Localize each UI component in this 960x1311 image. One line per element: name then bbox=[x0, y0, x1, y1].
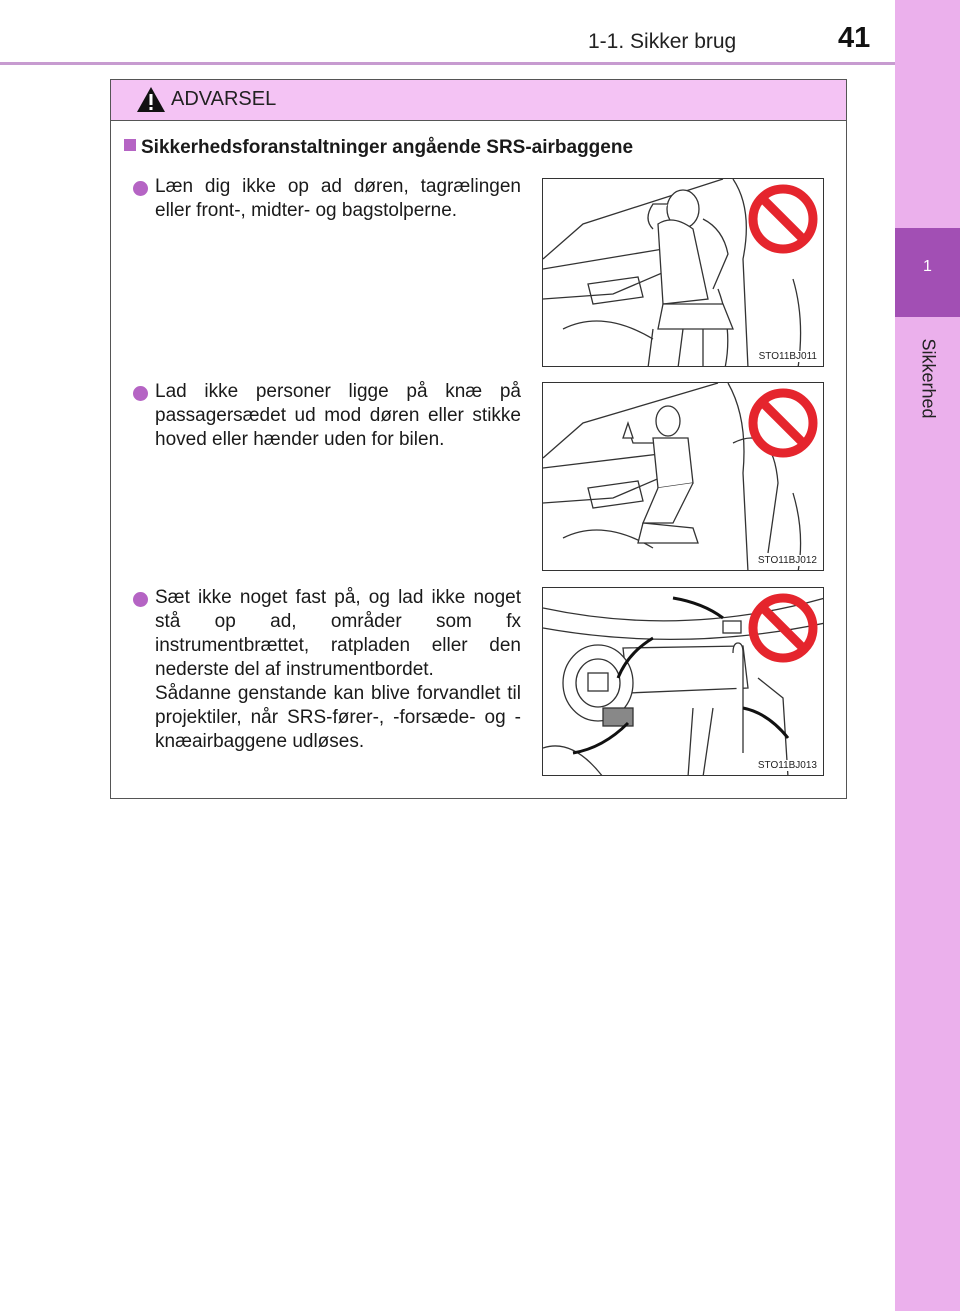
figure-code: STO11BJ012 bbox=[757, 555, 817, 566]
warning-item-3-text bbox=[155, 586, 521, 754]
figure-code: STO11BJ013 bbox=[757, 760, 817, 771]
section-title-text: Sikkerhedsforanstaltninger angående SRS-airbaggene bbox=[141, 137, 634, 158]
bullet-icon bbox=[133, 386, 148, 401]
bullet-icon bbox=[133, 181, 148, 196]
warning-item-1-text: Læn dig ikke op ad døren, tagrælingen eller front-, midter- og bagstolperne. bbox=[155, 176, 521, 221]
warning-header bbox=[111, 80, 846, 121]
side-tab-number: 1 bbox=[923, 258, 932, 275]
figure-3 bbox=[542, 587, 824, 776]
page-number: 41 bbox=[838, 22, 871, 54]
warning-item-3-text-1: Sæt ikke noget fast på, og lad ikke noget stå op ad, områder som fx instrumentbrættet, ratpladen eller den nederste del af instrumentbordet. bbox=[155, 587, 521, 680]
prohibition-icon bbox=[747, 592, 819, 664]
header-rule bbox=[0, 62, 895, 65]
section-title bbox=[124, 137, 633, 159]
figure-2 bbox=[542, 382, 824, 571]
warning-triangle-icon bbox=[136, 86, 166, 118]
bullet-icon bbox=[133, 592, 148, 607]
figure-code: STO11BJ011 bbox=[758, 351, 817, 362]
warning-item-2-text: Lad ikke personer ligge på knæ på passagersædet ud mod døren eller stikke hoved eller hænder uden for bilen. bbox=[155, 381, 521, 450]
warning-item-3-text-2: Sådanne genstande kan blive forvandlet til projektiler, når SRS-fører-, -forsæde- og -knæairbaggene udløses. bbox=[155, 683, 521, 752]
warning-label: ADVARSEL bbox=[171, 88, 277, 110]
side-tab bbox=[895, 0, 960, 1311]
prohibition-icon bbox=[747, 183, 819, 255]
prohibition-icon bbox=[747, 387, 819, 459]
header-section-title: 1-1. Sikker brug bbox=[588, 30, 737, 53]
figure-1 bbox=[542, 178, 824, 367]
square-bullet-icon bbox=[124, 139, 136, 151]
side-tab-label: Sikkerhed bbox=[918, 338, 939, 419]
